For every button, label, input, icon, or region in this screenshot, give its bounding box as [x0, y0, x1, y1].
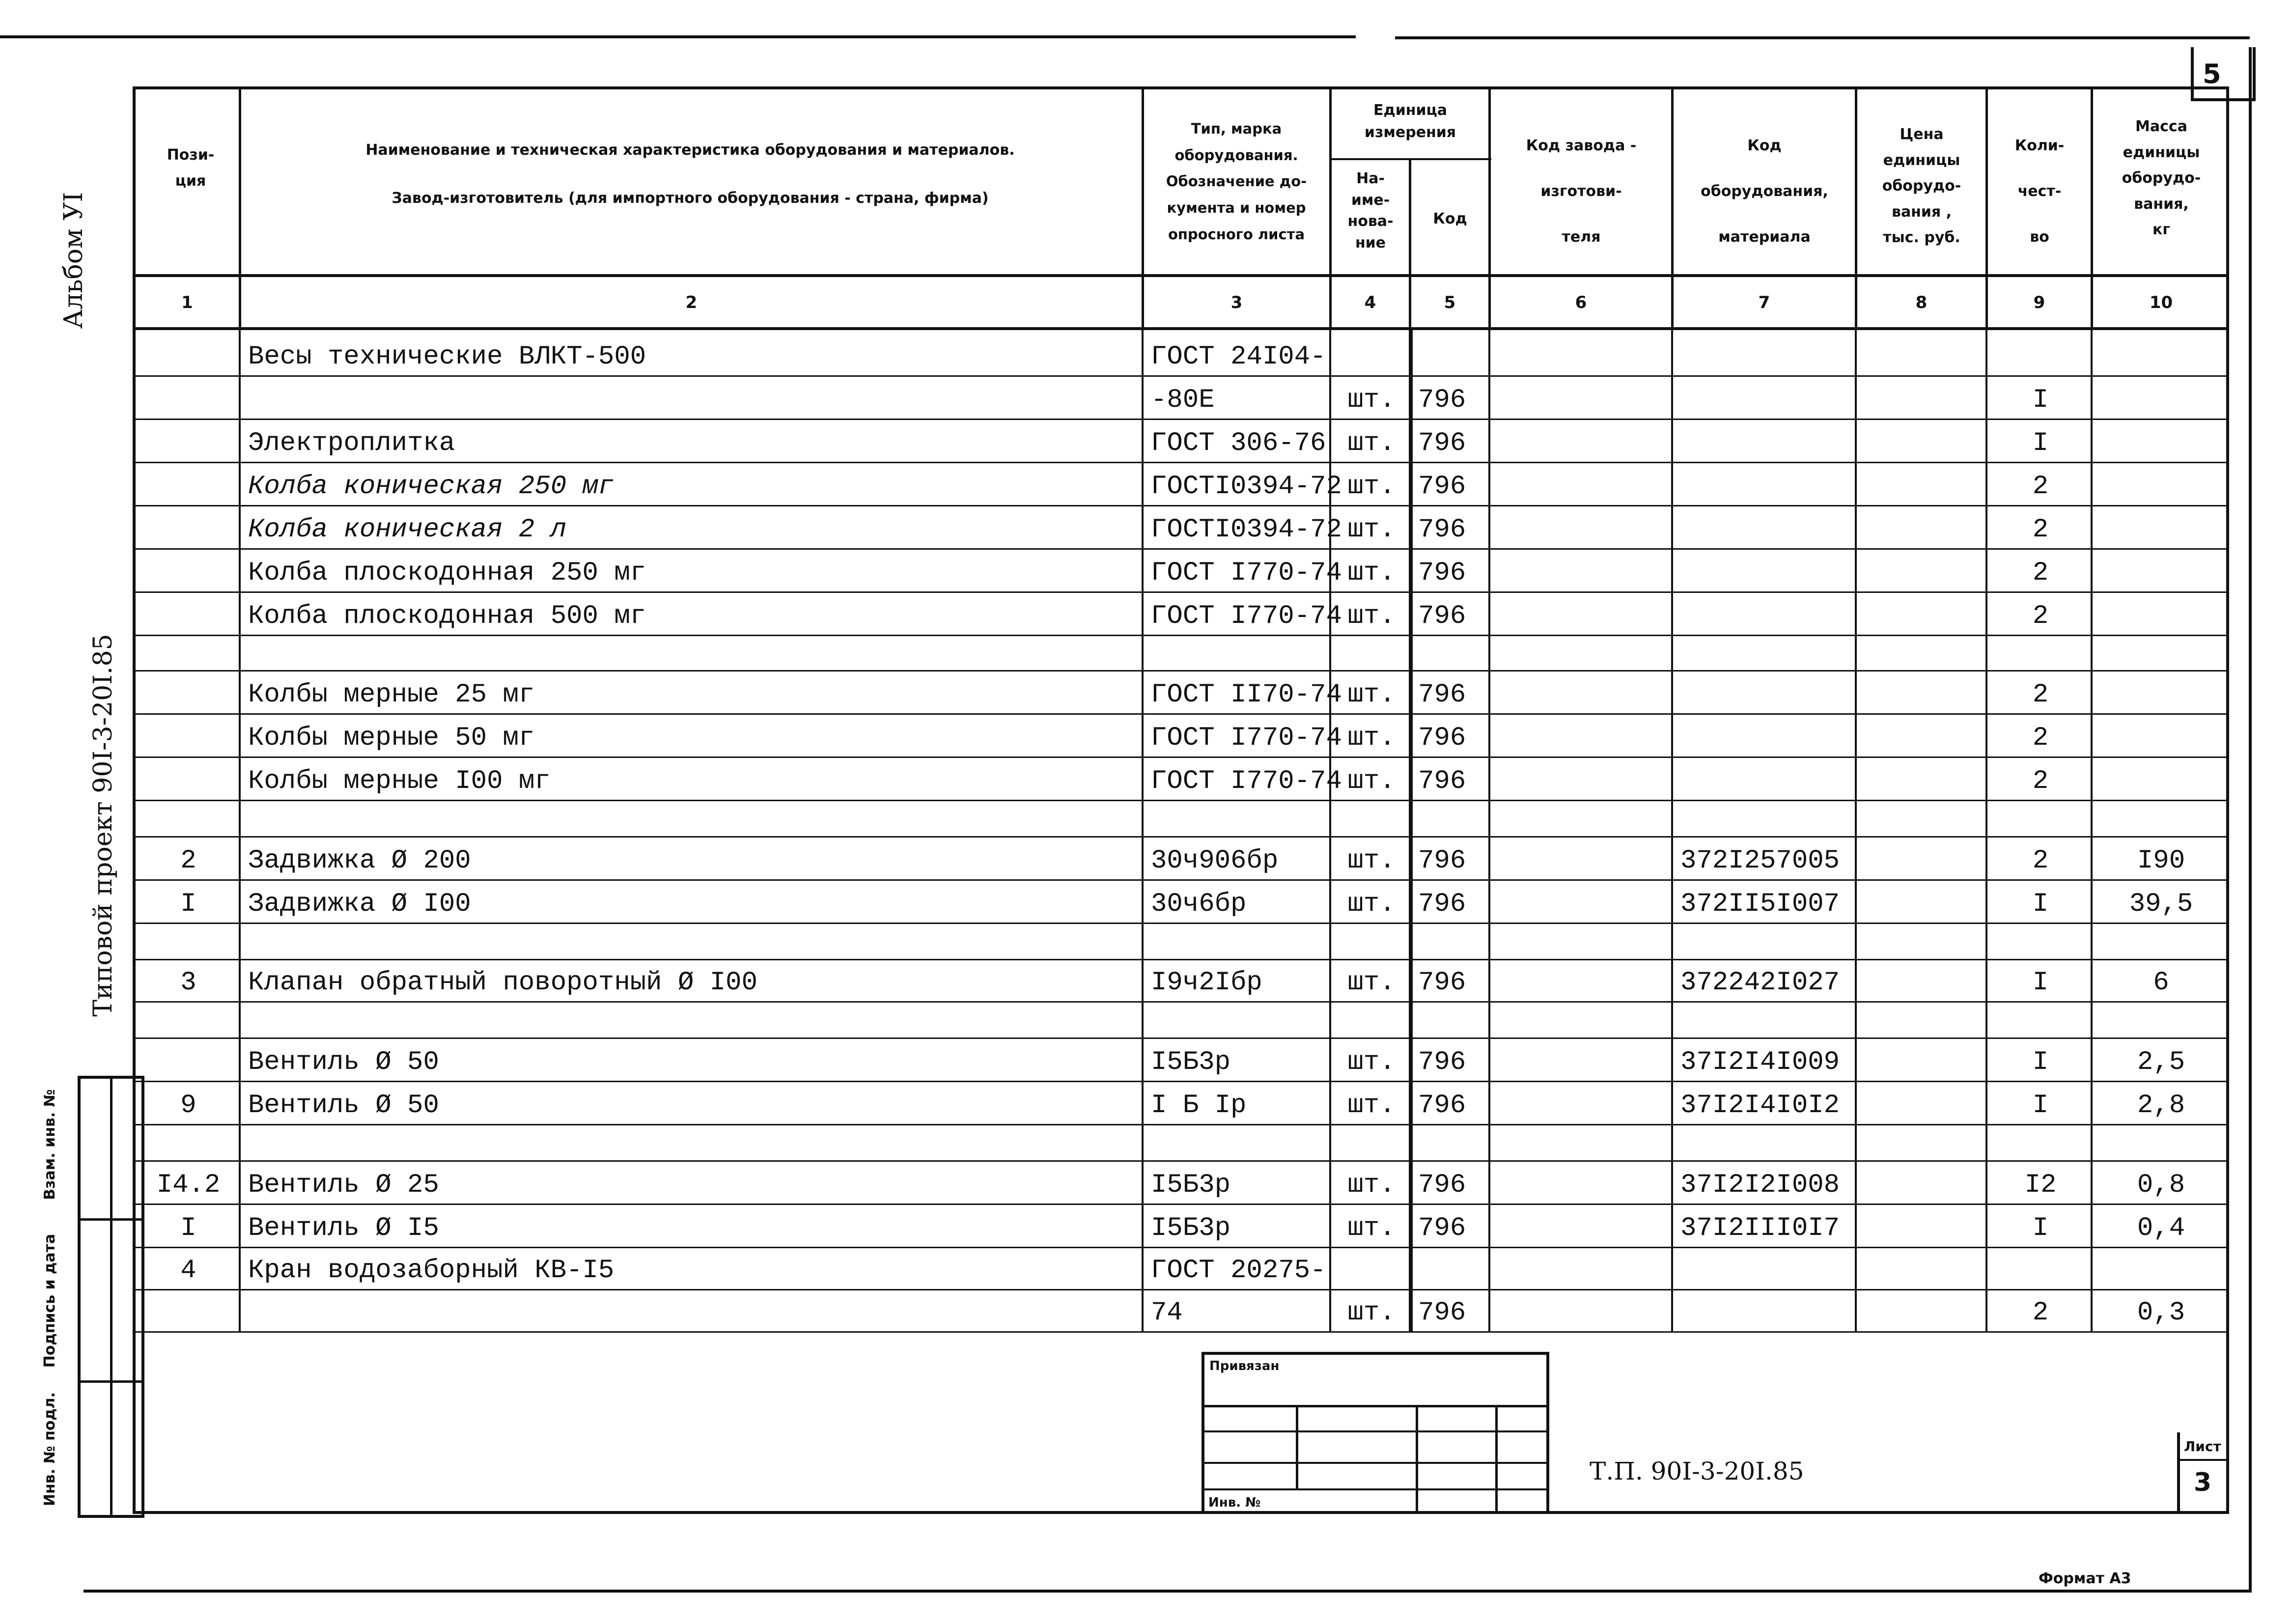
cell-pos: 4 — [180, 1256, 196, 1286]
cell-name: Задвижка Ø 200 — [248, 846, 471, 876]
row-rule — [133, 923, 2229, 924]
stamp-podpis-data: Подпись и дата — [41, 1233, 58, 1368]
cell-unit: шт. — [1347, 385, 1396, 415]
stamp-row-2 — [78, 1380, 144, 1383]
cell-code: 796 — [1418, 723, 1466, 753]
cell-qty: 2 — [2032, 515, 2049, 545]
row-rule — [133, 670, 2229, 672]
cell-qty: I — [2032, 385, 2049, 415]
cell-qty: I — [2032, 1213, 2049, 1243]
cell-name: Вентиль Ø 50 — [248, 1091, 439, 1120]
cell-qty: I — [2032, 1047, 2049, 1077]
document-code: Т.П. 90I-3-20I.85 — [1590, 1457, 1804, 1485]
cell-unit: шт. — [1347, 680, 1396, 710]
cell-mass: 6 — [2153, 968, 2169, 998]
row-rule — [133, 1081, 2229, 1082]
header-name-line2: Завод-изготовитель (для импортного оборудования - страна, фирма) — [391, 190, 989, 207]
colnum-3: 3 — [1230, 293, 1243, 312]
row-rule — [133, 1247, 2229, 1248]
row-rule — [133, 635, 2229, 636]
project-label: Типовой проект 90I-3-20I.85 — [88, 634, 118, 1017]
cell-doc: I9ч2Iбр — [1151, 968, 1262, 998]
cell-qty: 2 — [2032, 472, 2049, 502]
cell-mass: 2,8 — [2137, 1091, 2185, 1120]
cell-pos: I — [180, 889, 196, 919]
row-rule — [133, 1124, 2229, 1125]
colnum-10: 10 — [2149, 293, 2173, 312]
top-rule-left — [0, 35, 1356, 38]
privyazan-label: Привязан — [1209, 1359, 1280, 1373]
cell-doc: ГОСТ I770-74 — [1151, 558, 1342, 588]
cell-equip: 37I2I4I0I2 — [1680, 1091, 1840, 1120]
cell-doc: 30ч6бр — [1151, 889, 1247, 919]
body-col-line — [1671, 330, 1673, 1331]
cell-name: Вентиль Ø I5 — [248, 1213, 439, 1243]
header-price: Цена единицы оборудо- вания , тыс. руб. — [1882, 126, 1961, 246]
cell-code: 796 — [1418, 385, 1466, 415]
header-mass: Масса единицы оборудо- вания, кг — [2122, 118, 2201, 238]
cell-mass: I90 — [2137, 846, 2185, 876]
row-rule — [133, 836, 2229, 838]
cell-doc: ГОСТ 306-76 — [1151, 428, 1326, 458]
cell-unit: шт. — [1347, 1213, 1396, 1243]
cell-equip: 372I257005 — [1680, 846, 1840, 876]
cell-name: Задвижка Ø I00 — [248, 889, 471, 919]
sheet-box-divider — [2177, 1459, 2229, 1461]
cell-equip: 372II5I007 — [1680, 889, 1840, 919]
stamp-row-1 — [78, 1218, 144, 1221]
cell-qty: I — [2032, 1091, 2049, 1120]
cell-doc: I5Б3р — [1151, 1047, 1231, 1077]
cell-name: Колба плоскодонная 500 мг — [248, 601, 646, 631]
cell-name: Колбы мерные 25 мг — [248, 680, 535, 710]
cell-doc: ГОСТ I770-74 — [1151, 723, 1342, 753]
cell-code: 796 — [1418, 1213, 1466, 1243]
cell-unit: шт. — [1347, 1047, 1396, 1077]
cell-doc: I5Б3р — [1151, 1213, 1231, 1243]
cell-name: Электроплитка — [248, 428, 455, 458]
cell-doc: ГОСТ I770-74 — [1151, 766, 1342, 796]
row-rule — [133, 1204, 2229, 1205]
cell-code: 796 — [1418, 1170, 1466, 1200]
cell-unit: шт. — [1347, 846, 1396, 876]
cell-doc: ГОСТ 24I04- — [1151, 342, 1326, 372]
tb-v2 — [1416, 1405, 1418, 1514]
colnum-9: 9 — [2033, 293, 2045, 312]
row-rule — [133, 462, 2229, 463]
cell-mass: 0,8 — [2137, 1170, 2185, 1200]
cell-code: 796 — [1418, 968, 1466, 998]
cell-name: Колба плоскодонная 250 мг — [248, 558, 646, 588]
cell-pos: I — [180, 1213, 196, 1243]
cell-code: 796 — [1418, 680, 1466, 710]
tb-v1 — [1296, 1405, 1298, 1488]
body-col-line — [1985, 330, 1987, 1331]
row-rule — [133, 713, 2229, 715]
cell-name: Вентиль Ø 50 — [248, 1047, 439, 1077]
cell-name: Вентиль Ø 25 — [248, 1170, 439, 1200]
cell-code: 796 — [1418, 1091, 1466, 1120]
row-rule — [133, 1289, 2229, 1290]
row-rule — [133, 1331, 2229, 1333]
cell-code: 796 — [1418, 1298, 1466, 1328]
format-frame-right — [2249, 47, 2252, 1593]
header-bottom-rule — [133, 274, 2229, 277]
row-rule — [133, 505, 2229, 506]
cell-pos: 9 — [180, 1091, 196, 1120]
header-unit: Единица измерения — [1364, 102, 1456, 141]
body-col-line — [1142, 330, 1144, 1331]
cell-code: 796 — [1418, 472, 1466, 502]
cell-doc: ГОСТ 20275- — [1151, 1256, 1326, 1286]
cell-mass: 2,5 — [2137, 1047, 2185, 1077]
cell-qty: 2 — [2032, 846, 2049, 876]
cell-unit: шт. — [1347, 1170, 1396, 1200]
body-col-line — [1855, 330, 1857, 1331]
cell-qty: 2 — [2032, 766, 2049, 796]
cell-qty: I — [2032, 428, 2049, 458]
cell-qty: I — [2032, 968, 2049, 998]
cell-unit: шт. — [1347, 428, 1396, 458]
colnum-7: 7 — [1758, 293, 1770, 312]
colnum-bottom-rule — [133, 327, 2229, 330]
row-rule — [133, 879, 2229, 881]
header-equipment-code: Код оборудования, материала — [1701, 137, 1828, 246]
top-rule-right — [1395, 36, 2250, 39]
row-rule — [133, 756, 2229, 758]
cell-code: 796 — [1418, 601, 1466, 631]
cell-doc: I5Б3р — [1151, 1170, 1231, 1200]
cell-name: Клапан обратный поворотный Ø I00 — [248, 968, 757, 998]
row-rule — [133, 800, 2229, 801]
cell-unit: шт. — [1347, 1091, 1396, 1120]
cell-code: 796 — [1418, 889, 1466, 919]
stamp-inv-podl: Инв. № подл. — [41, 1392, 58, 1507]
cell-equip: 372242I027 — [1680, 968, 1840, 998]
cell-name: Колба коническая 2 л — [248, 515, 567, 545]
tb-v3 — [1495, 1405, 1498, 1514]
cell-doc: 30ч906бр — [1151, 846, 1279, 876]
cell-pos: I4.2 — [156, 1170, 221, 1200]
cell-code: 796 — [1418, 846, 1466, 876]
header-quantity: Коли- чест- во — [2014, 137, 2065, 246]
row-rule — [133, 419, 2229, 420]
row-rule — [133, 375, 2229, 377]
row-rule — [133, 1001, 2229, 1003]
cell-unit: шт. — [1347, 968, 1396, 998]
cell-doc: ГОСТ II70-74 — [1151, 680, 1342, 710]
row-rule — [133, 959, 2229, 960]
cell-code: 796 — [1418, 558, 1466, 588]
cell-name: Колба коническая 250 мг — [248, 472, 615, 502]
cell-mass: 39,5 — [2129, 889, 2193, 919]
format-frame-bottom — [84, 1590, 2252, 1593]
cell-doc: -80Е — [1151, 385, 1215, 415]
cell-qty: 2 — [2032, 558, 2049, 588]
cell-doc: I Б Iр — [1151, 1091, 1247, 1120]
row-rule — [133, 1037, 2229, 1039]
cell-unit: шт. — [1347, 515, 1396, 545]
cell-qty: 2 — [2032, 723, 2049, 753]
colnum-5: 5 — [1444, 293, 1456, 312]
cell-unit: шт. — [1347, 472, 1396, 502]
cell-name: Колбы мерные 50 мг — [248, 723, 535, 753]
cell-mass: 0,3 — [2137, 1298, 2185, 1328]
format-label: Формат А3 — [2039, 1570, 2131, 1587]
cell-unit: шт. — [1347, 558, 1396, 588]
cell-doc: 74 — [1151, 1298, 1183, 1328]
cell-equip: 37I2I2I008 — [1680, 1170, 1840, 1200]
cell-doc: ГОСТI0394-72 — [1151, 472, 1342, 502]
cell-code: 796 — [1418, 1047, 1466, 1077]
body-col-line — [1488, 330, 1490, 1331]
cell-unit: шт. — [1347, 601, 1396, 631]
cell-name: Кран водозаборный КВ-I5 — [248, 1256, 615, 1286]
cell-equip: 37I2I4I009 — [1680, 1047, 1840, 1077]
cell-doc: ГОСТI0394-72 — [1151, 515, 1342, 545]
cell-code: 796 — [1418, 428, 1466, 458]
cell-qty: I2 — [2024, 1170, 2057, 1200]
colnum-6: 6 — [1575, 293, 1587, 312]
sheet-label: Лист — [2184, 1438, 2221, 1455]
cell-name: Колбы мерные I00 мг — [248, 766, 551, 796]
album-label: Альбом УI — [59, 192, 88, 329]
cell-code: 796 — [1418, 515, 1466, 545]
row-rule — [133, 591, 2229, 593]
cell-pos: 2 — [180, 846, 196, 876]
header-unit-code: Код — [1433, 210, 1467, 227]
colnum-4: 4 — [1364, 293, 1376, 312]
cell-mass: 0,4 — [2137, 1213, 2185, 1243]
cell-code: 796 — [1418, 766, 1466, 796]
header-name-line1: Наименование и техническая характеристика оборудования и материалов. — [365, 141, 1015, 159]
cell-unit: шт. — [1347, 1298, 1396, 1328]
header-type-doc: Тип, марка оборудования. Обозначение до- кумента и номер опросного листа — [1166, 120, 1307, 243]
colnum-2: 2 — [685, 293, 698, 312]
cell-unit: шт. — [1347, 889, 1396, 919]
sheet-number: 3 — [2194, 1468, 2212, 1497]
stamp-col-divider — [110, 1076, 112, 1518]
cell-unit: шт. — [1347, 723, 1396, 753]
cell-qty: 2 — [2032, 680, 2049, 710]
colnum-8: 8 — [1915, 293, 1928, 312]
header-factory-code: Код завода - изготови- теля — [1526, 137, 1637, 246]
cell-unit: шт. — [1347, 766, 1396, 796]
cell-name: Весы технические ВЛКТ-500 — [248, 342, 646, 372]
cell-qty: 2 — [2032, 601, 2049, 631]
cell-qty: I — [2032, 889, 2049, 919]
row-rule — [133, 1160, 2229, 1162]
cell-qty: 2 — [2032, 1298, 2049, 1328]
cell-pos: 3 — [180, 968, 196, 998]
colnum-1: 1 — [181, 293, 193, 312]
header-unit-name: На- име- нова- ние — [1347, 170, 1394, 252]
inv-no-label: Инв. № — [1208, 1495, 1261, 1510]
header-position: Пози- ция — [167, 146, 215, 190]
cell-doc: ГОСТ I770-74 — [1151, 601, 1342, 631]
stamp-vzam-inv: Взам. инв. № — [41, 1089, 58, 1200]
page-number: 5 — [2203, 58, 2221, 89]
row-rule — [133, 548, 2229, 550]
cell-equip: 37I2III0I7 — [1680, 1213, 1840, 1243]
